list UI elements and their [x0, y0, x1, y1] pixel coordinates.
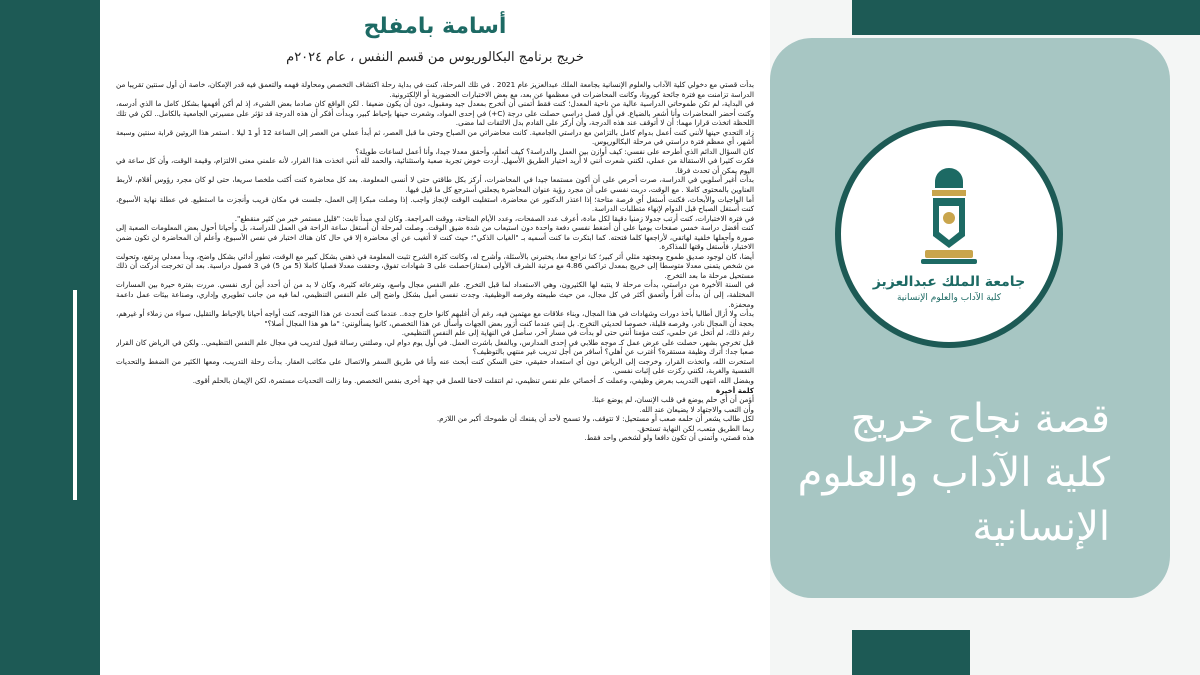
story-paragraph: زاد التحدي حينها لأنني كنت أعمل بدوام كامل بالتزامن مع دراستي الجامعية. كانت محاضراتي من الصباح وحتى ما قبل العصر، ثم أبدأ عملي من العصر إلى الساعة 12 أو 1 ليلا . استمر هذا الروتين قرابة سنتين وسبعة أشهر، أي معظم فترة دراستي في مرحلة البكالوريوس. [116, 127, 754, 147]
story-paragraph: في البداية، لم تكن طموحاتي الدراسية عالية من ناحية المعدل؛ كنت فقط أتمنى أن أتخرج بمعدل جيد ومقبول، دون أن يكون ضعيفا . لكن الواقع كان صادما بعض الشيء، إذ لم أكن أفهمها بشكل كامل ما الذي أدرسه، وكنت أحضر المحاضرات وأنا أشعر بالضياع. في أول فصل دراسي حصلت على درجة (C+) في إحدى المواد، وشعرت حينها بإحباط كبير، وبدأت أفكر أن هذه الدرجة قد تؤثر على مسيرتي الجامعية بالكامل.. لكن في تلك اللحظة اتخذت قرارا مهما: أن لا أتوقف عند هذه الدرجة، وأن أركز على القادم بدل الالتفات لما مضى. [116, 99, 754, 128]
graduate-subtitle: خريج برنامج البكالوريوس من قسم النفس ، عام ٢٠٢٤م [286, 50, 584, 65]
story-paragraph: وبفضل الله، انتهى التدريب بعرض وظيفي، وعملت كـ أخصائي علم نفس تنظيمي، ثم انتقلت لاحقا للعمل في جهة أخرى بنفس التخصص. وما زالت التحديات مستمرة، لكن الإيمان بالحلم أقوى. [192, 375, 754, 385]
left-decor-bar [0, 0, 100, 675]
bottom-right-decor [852, 630, 970, 675]
left-accent-line [73, 290, 77, 500]
graduate-name: أسامة بامفلح [363, 14, 507, 39]
card-headline [780, 392, 1110, 554]
story-paragraph: لكل طالب يشعر أن حلمه صعب أو مستحيل: لا تتوقف، ولا تسمح لأحد أن يقنعك أن طموحك أكبر من اللازم. [436, 414, 754, 424]
story-document [100, 0, 770, 675]
story-paragraph: ربما الطريق متعب، لكن النهاية تستحق. [637, 423, 754, 433]
story-paragraph: بدأت ولا أزال أطالبا بأخذ دورات وشهادات في هذا المجال، وبناء علاقات مع مهتمين فيه، رغم أن أغلبهم كانوا خارج جدة.. عندما كنت أتحدث عن هذا التوجه، كنت أواجه أحيانا بالإحباط والتقليل، سواء من زملاء أو غيرهم، بحجة أن المجال نادر، وفرصه قليلة، خصوصا لحديثي التخرج. بل إنني عندما كنت أزور بعض الجهات وأسأل عن هذا التخصص، كانوا يسألونني: "ما هو هذا المجال أصلا؟" [116, 309, 754, 328]
university-emblem-icon [919, 166, 979, 266]
university-name: جامعة الملك عبدالعزيز [872, 274, 1026, 290]
story-paragraph: قبل تخرجي بشهر، حصلت على عرض عمل كـ موجه طلابي في إحدى المدارس، وبالفعل باشرت العمل. في أول يوم دوام لي، وصلتني رسالة قبول لتدريب في مجال علم النفس التنظيمي.. ولكن في الرياض كان القرار صعبا جدا: أترك وظيفة مستقرة؟ أغترب عن أهلي؟ أسافر من أجل تدريب غير منتهي بالتوظيف؟ [116, 337, 754, 357]
story-paragraph: وأن التعب والاجتهاد لا يضيعان عند الله. [639, 404, 754, 414]
story-paragraph: في فترة الاختبارات، كنت أرتب جدولا زمنيا دقيقا لكل مادة، أعرف عدد الصفحات، وعدد الأيام المتاحة، ووقت المراجعة. وكان لدي مبدأ ثابت: "قليل مستمر خير من كثير منقطع". [234, 213, 754, 223]
headline-line: كلية الآداب والعلوم [797, 450, 1110, 496]
story-paragraph: أما الواجبات والأبحاث، فكنت أستغل أي فرصة متاحة؛ إذا اعتذر الدكتور عن محاضرة، استغليت الوقت لإنجاز واجب. إذا وصلت مبكرا إلى العمل، جلست في مكان قريب وأنجزت ما استطيع. في عطلة نهاية الأسبوع، كنت أستغل الصباح قبل الدوام لإنهاء متطلبات الدراسة. [116, 194, 754, 214]
story-paragraph: رغم ذلك، لم أتخل عن حلمي، كنت مؤمنا أنني حتى لو بدأت في مسار آخر، سأصل في النهاية إلى علم النفس التنظيمي. [401, 328, 754, 338]
story-paragraph: بدأت أغير أسلوبي في الدراسة، صرت أحرص على أن أكون مستمعا جيدا في المحاضرات، أركز بكل طاقتي حتى لا أنسى المعلومة. بعد كل محاضرة كنت أكتب ملخصا سريعا، حتى لو كان مجرد رؤوس أقلام، لأربط العناوين بالمحتوى كاملا . مع الوقت، دربت نفسي على أن مجرد رؤية عنوان المحاضرة يجعلني أسترجع كل ما قيل فيها. [116, 175, 754, 195]
story-paragraph: في السنة الأخيرة من دراستي، بدأت مرحلة لا ينتبه لها الكثيرون، وهي الاستعداد لما قبل التخرج. علم النفس مجال واسع، وتفرعاته كثيرة، وكان لا بد من أن أحدد أين أرى نفسي. مررت بفترة حيرة بين المسارات المختلفة، إلى أن بدأت أقرأ وأتعمق أكثر في كل مجال، من حيث طبيعته وفرصه الوظيفية. وجدت نفسي أميل بشكل واضح إلى علم النفس التنظيمي، لما فيه من جانب تطويري وإداري، وصناعة بيئات عمل داعمة ومحفزة. [116, 280, 754, 309]
headline-line: قصة نجاح خريج [850, 396, 1110, 442]
story-paragraph: بدأت قصتي مع دخولي كلية الآداب والعلوم الإنسانية بجامعة الملك عبدالعزيز عام 2021 . في تلك المرحلة، كنت في بداية رحلة اكتشاف التخصص ومحاولة فهمه والتعمق فيه قدر الإمكان، خاصة أن أول سنتين تقريبا من الدراسة تزامنت مع فترة جائحة كورونا، وكانت المحاضرات في معظمها عن بعد، مع بعض الاختبارات الحضورية أو الإلكترونية. [116, 80, 754, 99]
college-name: كلية الآداب والعلوم الإنسانية [896, 293, 1002, 303]
headline-line: الإنسانية [972, 504, 1110, 550]
story-paragraph: كان السؤال الدائم الذي أطرحه على نفسي: كيف أوازن بين العمل والدراسة؟ كيف أتعلم، وأحقق معدلا جيدا، وأنا أعمل لساعات طويلة؟ [355, 146, 754, 156]
story-paragraph: هذه قصتي، وأتمنى أن تكون دافعا ولو لشخص واحد فقط. [584, 433, 754, 443]
university-logo [835, 120, 1063, 348]
story-body [116, 80, 754, 669]
story-paragraph: فكرت كثيرا في الاستقالة من عملي، لكنني شعرت أنني لا أريد اختيار الطريق الأسهل. أردت خوض تجربة صعبة واستثنائية، والحمد لله أنني اتخذت هذا القرار، لأنه علمني معنى الالتزام، وقيمة الوقت، وأن كل ساعة في اليوم يمكن أن تحدث فرقا. [116, 156, 754, 175]
story-paragraph: أؤمن أن أي حلم يوضع في قلب الإنسان، لم يوضع عبثا. [591, 395, 754, 405]
story-paragraph: أيضا، كان لوجود صديق طموح ومجتهد مثلي أثر كبير؛ كنا نراجع معا، يختبرني بالأسئلة، وأشرح له، وكانت كثرة الشرح تثبت المعلومة في ذهني بشكل كبير مع الوقت، تطور أدائي بشكل واضح، وبدأ معدلي يرتفع، وتحولت من شخص يتمنى معدلا متوسطا إلى خريج بمعدل تراكمي 4.86 مع مرتبة الشرف الأولى (ممتاز)حصلت على 3 شهادات تفوق، وحققت معدلا فصليا كاملا (5 من 5) في 3 فصول دراسية. بعد أن تخرجت أدركت أن ذلك مستحيل مرحلة ما بعد التخرج. [116, 251, 754, 280]
closing-heading: كلمة أخيرة [715, 385, 754, 395]
top-right-decor [852, 0, 1200, 35]
story-paragraph: استخرت الله، واتخذت القرار، وخرجت إلى الرياض دون أي استعداد حقيقي، حتى السكن كنت أبحث عنه وأنا في طريق السفر والاتصال على مكاتب العقار. بدأت رحلة التدريب، ومعها الكثير من الضغط والتحديات النفسية والغربة، لكنني ركزت على إثبات نفسي. [116, 356, 754, 376]
story-paragraph: كنت أفضل دراسة خمس صفحات يوميا على أن أضغط نفسي دفعة واحدة دون استيعاب من شدة ضيق الوقت. وصلت لمرحلة أن أستغل ساعة الراحة في العمل للدراسة، بل وأحيانا أحول بعض المعلومات الصعبة إلى صورة وأجعلها خلفية لهاتفي، لأراجعها كلما فتحته. كما ابتكرت ما كنت أسميه بـ "الغياب الذكي"؛ حيث كنت لا أتغيب عن أي محاضرة إلا في حال كان هناك اختبار في نفس الأسبوع، وأعلم أن المحاضرة لن تكون ضمن الاختبار، فأستغل وقتها للمذاكرة. [116, 223, 754, 252]
